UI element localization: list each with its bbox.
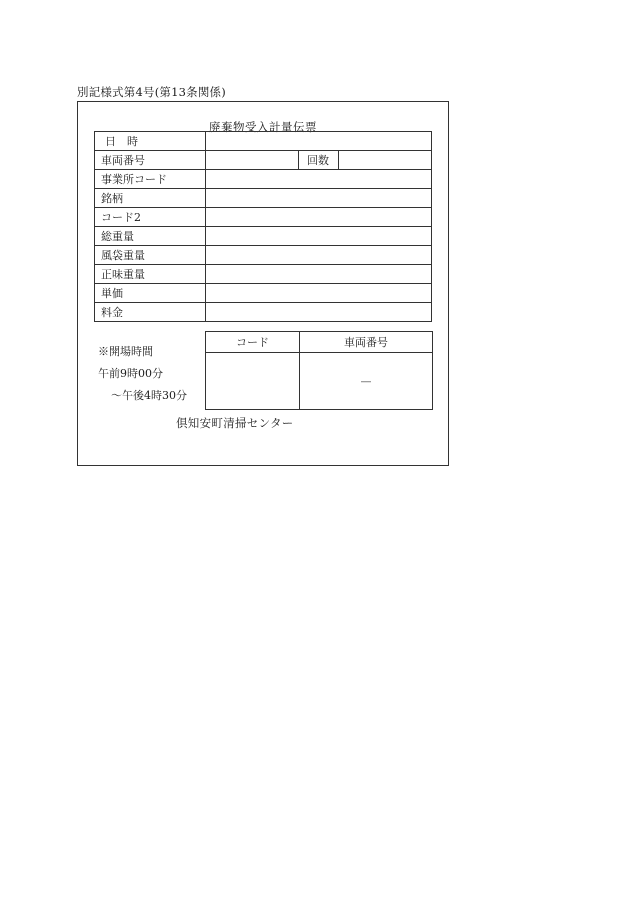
slip-title: 廃棄物受入計量伝票 [209,120,317,134]
hours-open: 午前9時00分 [98,367,163,380]
hours-close: ～午後4時30分 [111,389,187,402]
row-datetime [95,132,432,151]
label-fee: 料金 [95,303,206,322]
value-bag-weight[interactable] [206,246,432,265]
label-business-code: 事業所コード [95,170,206,189]
row-unit-price [95,284,432,303]
label-gross-weight: 総重量 [95,227,206,246]
label-vehicle-no: 車両番号 [95,151,206,170]
row-net-weight [95,265,432,284]
row-fee [95,303,432,322]
label-net-weight: 正味重量 [95,265,206,284]
code-header: コード [206,332,300,353]
label-datetime: 日 時 [95,132,206,151]
value-datetime[interactable] [206,132,432,151]
value-unit-price[interactable] [206,284,432,303]
row-vehicle-no [95,151,432,170]
form-reference: 別記様式第4号(第13条関係) [77,85,226,99]
vehicle-header: 車両番号 [300,332,433,353]
row-gross-weight [95,227,432,246]
bottom-value-row [206,353,433,410]
label-bag-weight: 風袋重量 [95,246,206,265]
row-bag-weight [95,246,432,265]
facility-name: 倶知安町清掃センター [176,416,294,430]
label-brand: 銘柄 [95,189,206,208]
vehicle-value[interactable]: — [300,353,433,410]
weighing-slip-table [94,131,432,322]
value-vehicle-no[interactable] [206,151,299,170]
row-brand [95,189,432,208]
label-unit-price: 単価 [95,284,206,303]
bottom-header-row [206,332,433,353]
value-net-weight[interactable] [206,265,432,284]
row-business-code [95,170,432,189]
label-count: 回数 [299,151,339,170]
value-brand[interactable] [206,189,432,208]
hours-label: ※開場時間 [98,345,153,358]
code-value[interactable] [206,353,300,410]
value-fee[interactable] [206,303,432,322]
value-gross-weight[interactable] [206,227,432,246]
row-code2 [95,208,432,227]
code-vehicle-table [205,331,433,410]
value-business-code[interactable] [206,170,432,189]
value-code2[interactable] [206,208,432,227]
label-code2: コード2 [95,208,206,227]
value-count[interactable] [339,151,432,170]
